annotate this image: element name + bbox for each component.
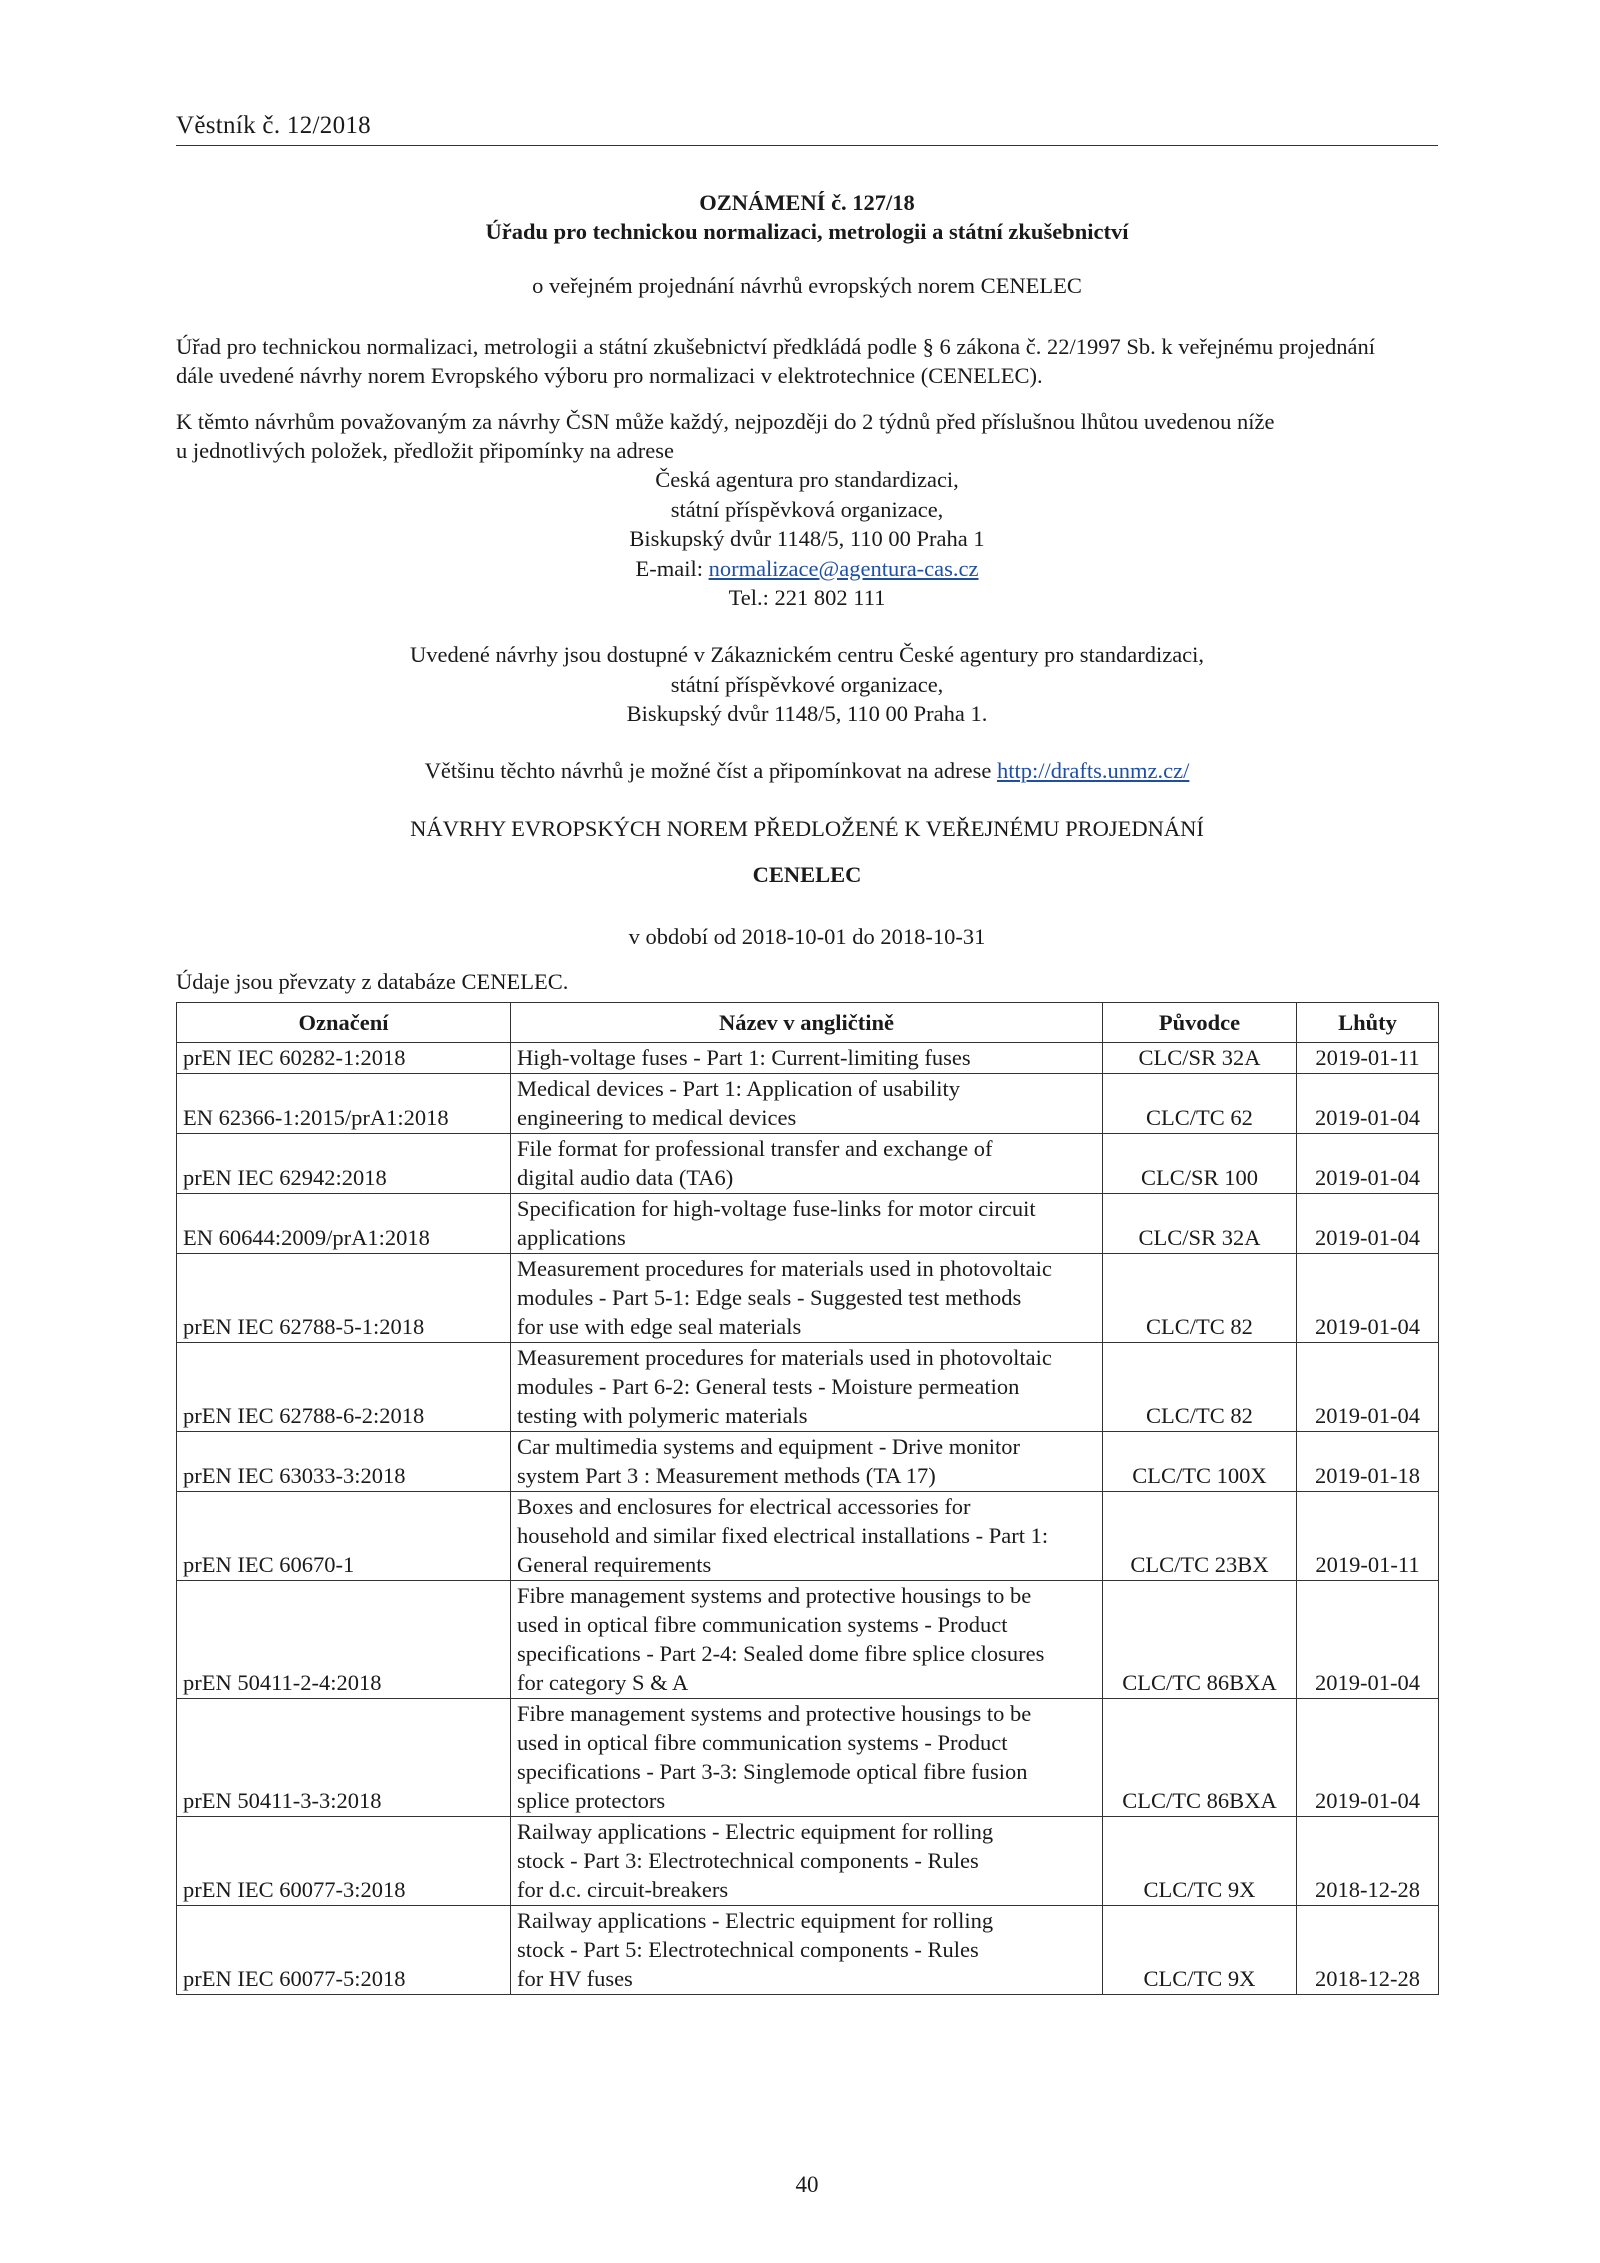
address-line-1: Česká agentura pro standardizaci, (655, 467, 959, 492)
cell-english-title (511, 1432, 1103, 1492)
title-line: for category S & A (517, 1670, 689, 1695)
table-row (177, 1194, 1439, 1254)
title-line: Railway applications - Electric equipment for rolling (517, 1819, 994, 1844)
cell-designation: prEN IEC 62788-6-2:2018 (177, 1343, 511, 1432)
cell-originator: CLC/TC 9X (1103, 1817, 1297, 1906)
title-line: General requirements (517, 1552, 712, 1577)
cell-originator: CLC/TC 82 (1103, 1254, 1297, 1343)
cell-deadline: 2018-12-28 (1297, 1906, 1439, 1995)
cell-english-title (511, 1817, 1103, 1906)
title-line: specifications - Part 3-3: Singlemode optical fibre fusion (517, 1759, 1028, 1784)
title-line: modules - Part 6-2: General tests - Moisture permeation (517, 1374, 1020, 1399)
cell-deadline: 2019-01-04 (1297, 1581, 1439, 1699)
cell-deadline: 2019-01-11 (1297, 1492, 1439, 1581)
cell-english-title (511, 1699, 1103, 1817)
address-email-row (176, 554, 1438, 584)
header-english-title: Název v angličtině (511, 1003, 1103, 1043)
cell-deadline: 2019-01-04 (1297, 1343, 1439, 1432)
table-row (177, 1254, 1439, 1343)
comments-line-1: K těmto návrhům považovaným za návrhy ČSN může každý, nejpozději do 2 týdnů před příslušnou lhůtou uvedenou níže (176, 409, 1275, 434)
cell-originator: CLC/TC 9X (1103, 1906, 1297, 1995)
title-line: Boxes and enclosures for electrical accessories for (517, 1494, 971, 1519)
cell-deadline: 2019-01-04 (1297, 1134, 1439, 1194)
title-line: digital audio data (TA6) (517, 1165, 734, 1190)
title-line: household and similar fixed electrical installations - Part 1: (517, 1523, 1049, 1548)
agency-address (176, 465, 1438, 613)
source-note: Údaje jsou převzaty z databáze CENELEC. (176, 969, 569, 994)
cell-deadline: 2018-12-28 (1297, 1817, 1439, 1906)
cell-designation: prEN 50411-2-4:2018 (177, 1581, 511, 1699)
cell-english-title (511, 1194, 1103, 1254)
table-row (177, 1492, 1439, 1581)
cell-originator: CLC/TC 100X (1103, 1432, 1297, 1492)
notice-title-number: OZNÁMENÍ č. 127/18 (699, 190, 915, 215)
title-line: Measurement procedures for materials used in photovoltaic (517, 1256, 1052, 1281)
title-line: splice protectors (517, 1788, 666, 1813)
cell-designation: prEN 50411-3-3:2018 (177, 1699, 511, 1817)
title-line: stock - Part 3: Electrotechnical components - Rules (517, 1848, 979, 1873)
title-line: system Part 3 : Measurement methods (TA 17) (517, 1463, 936, 1488)
cell-designation: prEN IEC 63033-3:2018 (177, 1432, 511, 1492)
cell-originator: CLC/TC 82 (1103, 1343, 1297, 1432)
cell-designation: prEN IEC 60282-1:2018 (177, 1043, 511, 1074)
section-organization: CENELEC (752, 862, 862, 887)
cell-designation: prEN IEC 60670-1 (177, 1492, 511, 1581)
customer-centre-info (176, 640, 1438, 729)
cell-deadline: 2019-01-04 (1297, 1699, 1439, 1817)
title-line: Specification for high-voltage fuse-links for motor circuit (517, 1196, 1036, 1221)
table-header-row (177, 1003, 1439, 1043)
table-row (177, 1134, 1439, 1194)
cell-deadline: 2019-01-04 (1297, 1254, 1439, 1343)
title-line: for HV fuses (517, 1966, 633, 1991)
cell-english-title (511, 1343, 1103, 1432)
cell-designation: EN 62366-1:2015/prA1:2018 (177, 1074, 511, 1134)
cell-deadline: 2019-01-04 (1297, 1074, 1439, 1134)
title-line: High-voltage fuses - Part 1: Current-limiting fuses (517, 1045, 971, 1070)
header-deadline: Lhůty (1297, 1003, 1439, 1043)
title-line: stock - Part 5: Electrotechnical components - Rules (517, 1937, 979, 1962)
availability-line-1: Uvedené návrhy jsou dostupné v Zákaznickém centru České agentury pro standardizaci, (409, 642, 1205, 667)
drafts-text: Většinu těchto návrhů je možné číst a připomínkovat na adrese (424, 758, 997, 783)
cell-originator: CLC/TC 86BXA (1103, 1581, 1297, 1699)
cell-deadline: 2019-01-18 (1297, 1432, 1439, 1492)
cell-originator: CLC/TC 23BX (1103, 1492, 1297, 1581)
title-line: Car multimedia systems and equipment - Drive monitor (517, 1434, 1021, 1459)
comments-paragraph (176, 407, 1438, 465)
title-line: applications (517, 1225, 626, 1250)
table-body (177, 1043, 1439, 1995)
drafts-link[interactable]: http://drafts.unmz.cz/ (996, 758, 1190, 783)
table-row (177, 1074, 1439, 1134)
cell-english-title (511, 1074, 1103, 1134)
cell-designation: prEN IEC 62788-5-1:2018 (177, 1254, 511, 1343)
title-line: testing with polymeric materials (517, 1403, 808, 1428)
header-rule (176, 145, 1438, 146)
intro-line-2: dále uvedené návrhy norem Evropského výboru pro normalizaci v elektrotechnice (CENELEC). (176, 363, 1043, 388)
cell-originator: CLC/TC 86BXA (1103, 1699, 1297, 1817)
cell-designation: prEN IEC 60077-5:2018 (177, 1906, 511, 1995)
cell-originator: CLC/TC 62 (1103, 1074, 1297, 1134)
cell-english-title (511, 1906, 1103, 1995)
cell-originator: CLC/SR 100 (1103, 1134, 1297, 1194)
cell-english-title (511, 1581, 1103, 1699)
title-line: Railway applications - Electric equipment for rolling (517, 1908, 994, 1933)
intro-paragraph (176, 332, 1438, 390)
table-row (177, 1699, 1439, 1817)
cell-originator: CLC/SR 32A (1103, 1194, 1297, 1254)
title-line: engineering to medical devices (517, 1105, 797, 1130)
address-phone: Tel.: 221 802 111 (728, 585, 886, 610)
address-line-2: státní příspěvková organizace, (670, 496, 944, 522)
notice-title (176, 188, 1438, 246)
comments-line-2: u jednotlivých položek, předložit připomínky na adrese (176, 438, 674, 463)
email-link[interactable]: normalizace@agentura-cas.cz (708, 555, 979, 581)
notice-subtitle: o veřejném projednání návrhů evropských norem CENELEC (532, 273, 1082, 298)
table-row (177, 1581, 1439, 1699)
title-line: Fibre management systems and protective housings to be (517, 1701, 1032, 1726)
title-line: specifications - Part 2-4: Sealed dome fibre splice closures (517, 1641, 1045, 1666)
drafts-portal-info (176, 756, 1438, 786)
period-text: v období od 2018-10-01 do 2018-10-31 (628, 924, 986, 949)
cell-english-title (511, 1134, 1103, 1194)
header-originator: Původce (1103, 1003, 1297, 1043)
section-heading: NÁVRHY EVROPSKÝCH NOREM PŘEDLOŽENÉ K VEŘEJNÉMU PROJEDNÁNÍ (410, 816, 1204, 841)
table-row (177, 1043, 1439, 1074)
table-row (177, 1906, 1439, 1995)
title-line: used in optical fibre communication systems - Product (517, 1612, 1008, 1637)
title-line: for use with edge seal materials (517, 1314, 802, 1339)
title-line: used in optical fibre communication systems - Product (517, 1730, 1008, 1755)
cell-deadline: 2019-01-11 (1297, 1043, 1439, 1074)
table-row (177, 1343, 1439, 1432)
cell-originator: CLC/SR 32A (1103, 1043, 1297, 1074)
title-line: modules - Part 5-1: Edge seals - Suggested test methods (517, 1285, 1022, 1310)
notice-title-office: Úřadu pro technickou normalizaci, metrologii a státní zkušebnictví (485, 219, 1129, 244)
intro-line-1: Úřad pro technickou normalizaci, metrologii a státní zkušebnictví předkládá podle § 6 zákona č. 22/1997 Sb. k veřejnému projednání (176, 334, 1376, 359)
email-label: E-mail: (635, 555, 709, 581)
cell-deadline: 2019-01-04 (1297, 1194, 1439, 1254)
cell-designation: EN 60644:2009/prA1:2018 (177, 1194, 511, 1254)
title-line: Fibre management systems and protective housings to be (517, 1583, 1032, 1608)
availability-line-2: státní příspěvkové organizace, (670, 671, 944, 697)
availability-line-3: Biskupský dvůr 1148/5, 110 00 Praha 1. (626, 701, 988, 726)
cell-english-title (511, 1254, 1103, 1343)
title-line: Medical devices - Part 1: Application of usability (517, 1076, 961, 1101)
cell-english-title (511, 1492, 1103, 1581)
title-line: File format for professional transfer and exchange of (517, 1136, 993, 1161)
title-line: for d.c. circuit-breakers (517, 1877, 729, 1902)
table-row (177, 1432, 1439, 1492)
running-header: Věstník č. 12/2018 (176, 112, 371, 139)
cell-english-title (511, 1043, 1103, 1074)
page-number: 40 (795, 2172, 819, 2197)
drafts-table (176, 1002, 1439, 1995)
header-designation: Označení (177, 1003, 511, 1043)
table-row (177, 1817, 1439, 1906)
cell-designation: prEN IEC 62942:2018 (177, 1134, 511, 1194)
document-page (176, 0, 1438, 2263)
title-line: Measurement procedures for materials used in photovoltaic (517, 1345, 1052, 1370)
address-line-3: Biskupský dvůr 1148/5, 110 00 Praha 1 (629, 526, 985, 551)
cell-designation: prEN IEC 60077-3:2018 (177, 1817, 511, 1906)
